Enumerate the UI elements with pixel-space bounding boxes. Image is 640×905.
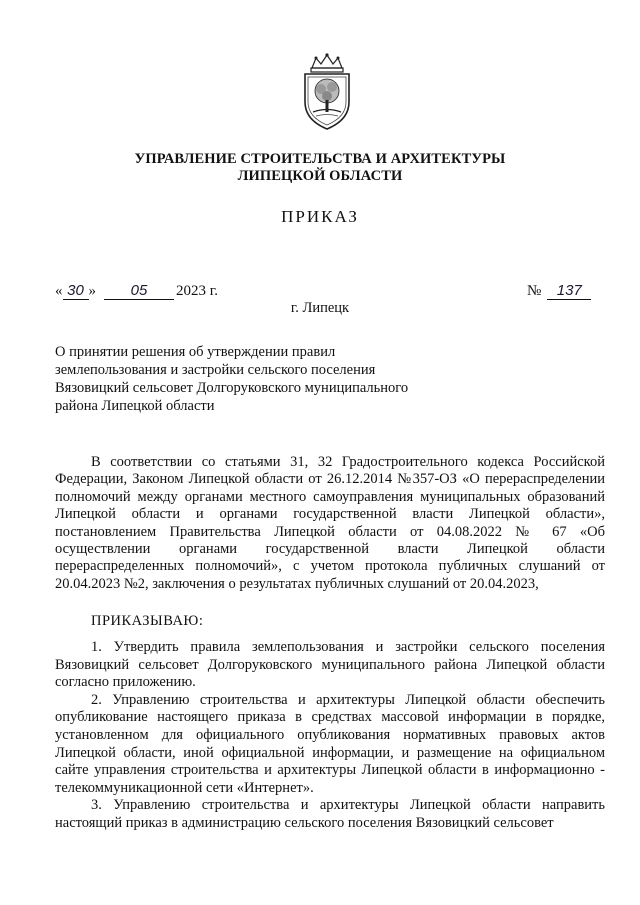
subject-line: землепользования и застройки сельского поселения xyxy=(55,362,376,378)
number-line xyxy=(527,282,591,300)
quote-open: « xyxy=(55,283,63,299)
document-type-title: ПРИКАЗ xyxy=(281,207,359,226)
org-name-line2: ЛИПЕЦКОЙ ОБЛАСТИ xyxy=(237,168,403,184)
subject-line: Вязовицкий сельсовет Долгоруковского муниципального xyxy=(55,380,409,396)
order-item: 1. Утвердить правила землепользования и застройки сельского поселения Вязовицкий сельсовет Долгоруковского муниципального района Липецкой области согласно приложению. xyxy=(55,639,605,691)
subject-line: О принятии решения об утверждении правил xyxy=(55,344,336,360)
order-word: ПРИКАЗЫВАЮ: xyxy=(91,613,204,629)
document-number: 137 xyxy=(547,282,591,300)
subject-block xyxy=(55,343,435,415)
order-items xyxy=(55,639,605,833)
org-name-line1: УПРАВЛЕНИЕ СТРОИТЕЛЬСТВА И АРХИТЕКТУРЫ xyxy=(134,151,506,167)
city: г. Липецк xyxy=(290,300,350,316)
order-item: 3. Управлению строительства и архитектуры Липецкой области направить настоящий приказ в администрацию сельского поселения Вязовицкий сельсовет xyxy=(55,797,605,831)
order-item: 2. Управлению строительства и архитектуры Липецкой области обеспечить опубликование настоящего приказа в средствах массовой информации в порядке, установленном для официального опубликования нормативных правовых актов Липецкой области, иной официальной информации, и размещение на официальном сайте управления строительства и архитектуры Липецкой области в информационно - телекоммуникационной сети «Интернет». xyxy=(55,691,605,796)
number-prefix: № xyxy=(527,283,542,299)
date-year: 2023 г. xyxy=(176,283,218,299)
basis-text: В соответствии со статьями 31, 32 Градостроительного кодекса Российской Федерации, Законом Липецкой области от 26.12.2014 №357-ОЗ «О перераспределении полномочий между органами местного самоуправления муниципальных образований Липецкой области и органами государственной власти Липецкой области», постановлением Правительства Липецкой области от 04.08.2022 № 67 «Об осуществлении органами государственной власти Липецкой области перераспределенных полномочий», с учетом протокола публичных слушаний от 20.04.2023 №2, заключения о результатах публичных слушаний от 20.04.2023, xyxy=(55,454,605,592)
date-day: 30 xyxy=(63,282,89,300)
basis-paragraph xyxy=(55,454,605,593)
quote-close: » xyxy=(88,283,96,299)
subject-line: района Липецкой области xyxy=(55,398,215,414)
coat-of-arms-icon xyxy=(296,52,358,132)
date-line xyxy=(55,282,218,300)
date-month: 05 xyxy=(104,282,174,300)
